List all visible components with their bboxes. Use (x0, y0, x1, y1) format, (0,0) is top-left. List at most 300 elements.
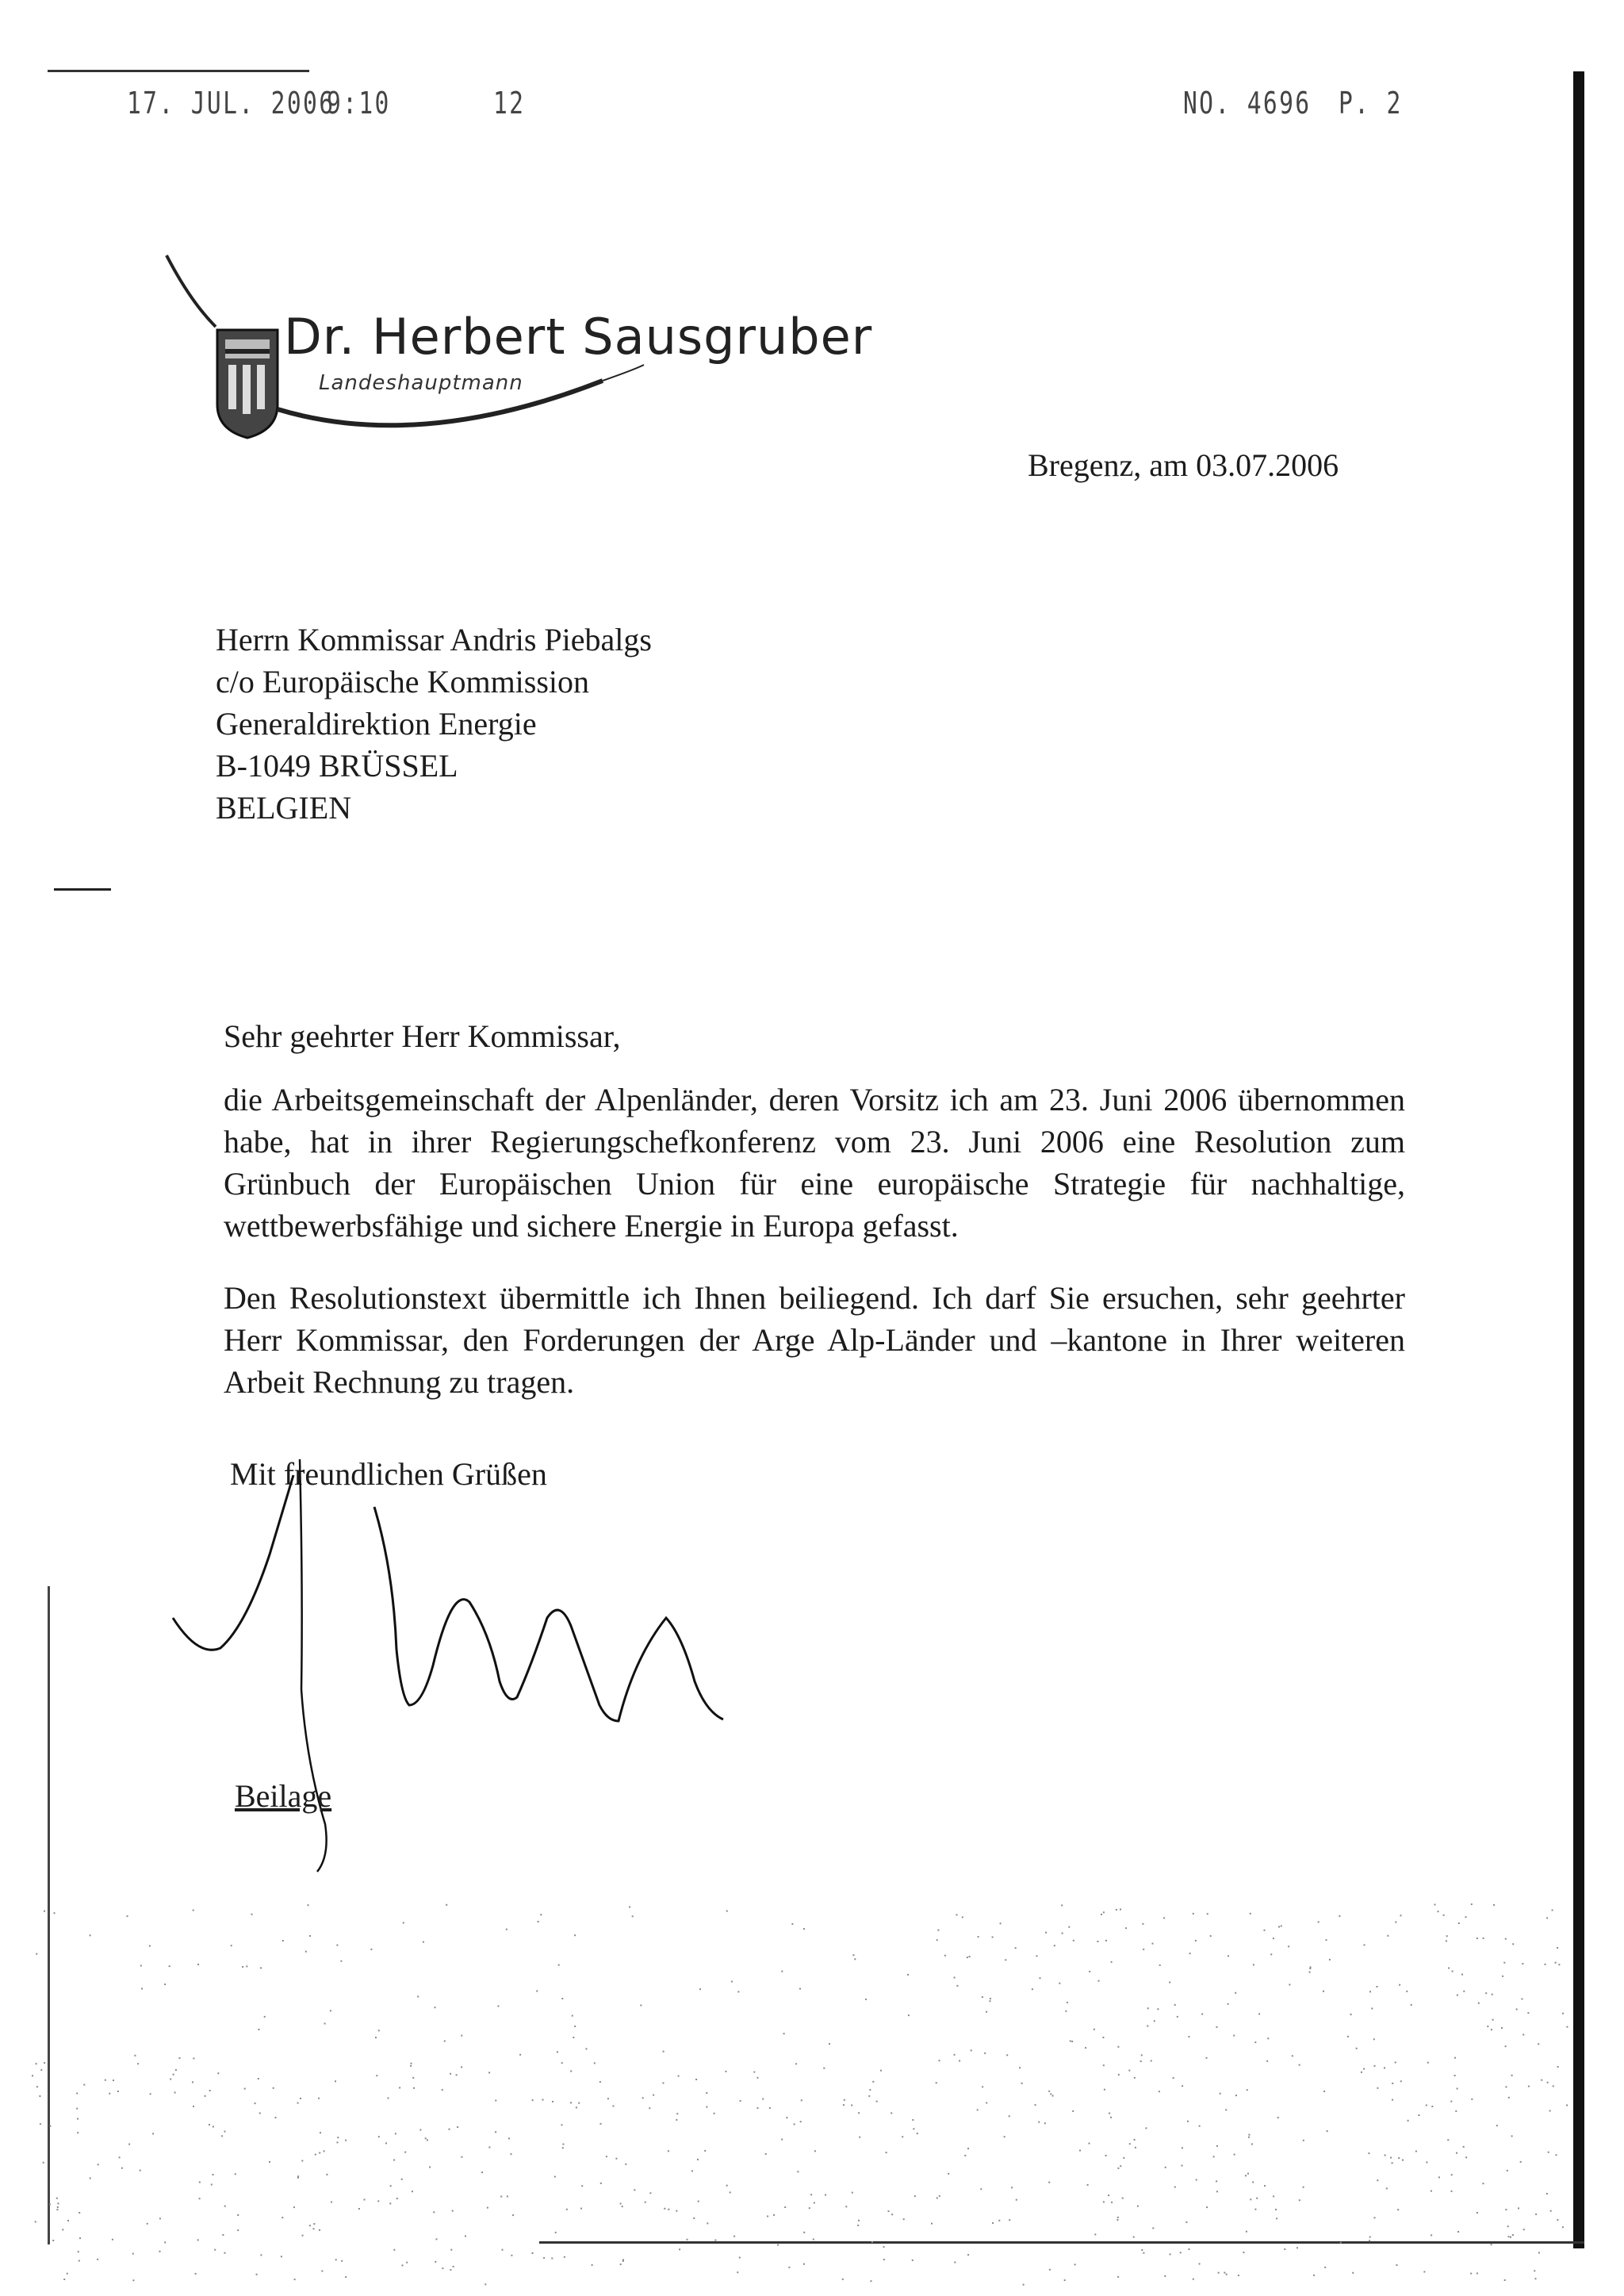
speckle (622, 2206, 623, 2207)
speckle (1189, 1953, 1191, 1954)
speckle (1284, 2248, 1285, 2250)
speckle (538, 1921, 539, 1922)
speckle (967, 2148, 969, 2149)
speckle (150, 2093, 151, 2095)
speckle (141, 1988, 143, 1990)
speckle (456, 2074, 458, 2076)
speckle (1506, 2086, 1507, 2087)
speckle (495, 2100, 496, 2102)
speckle (378, 2030, 380, 2031)
address-line: c/o Europäische Kommission (216, 664, 590, 700)
speckle (193, 2106, 194, 2107)
speckle (1384, 2067, 1385, 2068)
letterhead-title: Landeshauptmann (319, 371, 523, 395)
speckle (1016, 2199, 1017, 2201)
speckle (880, 2070, 882, 2072)
speckle (1463, 2146, 1465, 2148)
speckle (1377, 2087, 1378, 2089)
speckle (1549, 2110, 1551, 2112)
speckle (137, 2063, 139, 2064)
speckle (1418, 2114, 1419, 2116)
speckle (573, 2037, 574, 2038)
speckle (797, 2171, 799, 2172)
speckle (1089, 1971, 1090, 1972)
speckle (425, 2137, 427, 2139)
speckle (140, 2170, 141, 2171)
speckle (313, 2223, 315, 2225)
speckle (192, 2081, 193, 2083)
speckle (600, 2183, 602, 2184)
speckle (1188, 2036, 1189, 2037)
speckle (132, 2253, 134, 2255)
speckle (561, 2062, 563, 2064)
handwritten-signature (159, 1428, 793, 1935)
speckle (1503, 1962, 1505, 1964)
speckle (990, 2000, 991, 2002)
speckle (1395, 1922, 1396, 1923)
speckle (79, 2260, 80, 2262)
speckle (725, 2071, 726, 2072)
speckle (917, 2133, 918, 2134)
speckle (649, 2107, 650, 2109)
speckle (1415, 2151, 1417, 2152)
speckle (1278, 1926, 1280, 1928)
speckle (823, 2068, 825, 2069)
speckle (1129, 2143, 1131, 2145)
speckle (385, 2142, 387, 2144)
speckle (843, 2104, 845, 2106)
speckle (404, 2152, 406, 2153)
speckle (449, 2129, 450, 2130)
speckle (401, 2179, 403, 2180)
speckle (497, 2006, 499, 2007)
speckle (309, 1935, 311, 1937)
speckle (532, 2252, 534, 2254)
speckle (508, 2137, 510, 2139)
speckle (412, 2191, 413, 2192)
speckle (281, 2256, 282, 2257)
speckle (809, 2207, 810, 2209)
speckle (886, 2152, 887, 2153)
speckle (413, 2087, 415, 2089)
speckle (542, 2099, 544, 2101)
speckle (169, 1965, 170, 1967)
speckle (629, 1907, 630, 1908)
speckle (706, 2092, 707, 2094)
speckle (419, 2129, 421, 2131)
speckle (1555, 1962, 1557, 1964)
speckle (888, 2210, 890, 2212)
speckle (1089, 2143, 1090, 2145)
speckle (902, 2136, 903, 2137)
speckle (845, 2206, 847, 2207)
speckle (813, 2239, 814, 2240)
speckle (971, 2049, 972, 2051)
speckle (1110, 2117, 1112, 2118)
speckle (67, 2220, 69, 2221)
speckle (83, 2084, 85, 2086)
speckle (1173, 2077, 1174, 2079)
speckle (730, 2191, 731, 2193)
speckle (1206, 2206, 1208, 2208)
speckle (857, 2225, 859, 2226)
speckle (1538, 2043, 1539, 2045)
speckle (992, 1937, 994, 1938)
speckle (687, 2239, 688, 2240)
speckle (668, 2150, 669, 2152)
speckle (1516, 2009, 1518, 2010)
speckle (76, 2093, 78, 2095)
speckle (1226, 2274, 1228, 2275)
speckle (446, 1904, 447, 1906)
speckle (337, 2141, 339, 2143)
speckle (1492, 1994, 1493, 1995)
speckle (872, 2081, 874, 2083)
speckle (852, 2192, 853, 2194)
speckle (1482, 2183, 1484, 2184)
speckle (726, 1911, 728, 1912)
speckle (112, 2239, 113, 2240)
speckle (1541, 2079, 1542, 2081)
speckle (1553, 2085, 1554, 2087)
speckle (39, 2095, 40, 2097)
speckle (740, 2100, 741, 2102)
speckle (1079, 2150, 1081, 2152)
speckle (1206, 2057, 1208, 2059)
speckle (668, 2209, 669, 2210)
speckle (56, 2198, 58, 2199)
speckle (1210, 1935, 1212, 1937)
speckle (814, 2202, 815, 2204)
speckle (936, 2198, 938, 2199)
speckle (1454, 2075, 1456, 2076)
speckle (269, 2161, 270, 2163)
speckle (1411, 2004, 1412, 2006)
speckle (341, 2260, 343, 2262)
speckle (423, 1941, 424, 1943)
speckle (1218, 2272, 1220, 2274)
speckle (1102, 2037, 1104, 2038)
speckle (1193, 1913, 1194, 1915)
speckle (990, 1998, 991, 1999)
speckle (1556, 2154, 1557, 2156)
speckle (1303, 2187, 1304, 2188)
speckle (800, 2121, 802, 2122)
speckle (1426, 2161, 1427, 2163)
speckle (1275, 2209, 1277, 2210)
speckle (1159, 1964, 1161, 1966)
speckle (1182, 2165, 1183, 2167)
speckle (1011, 2187, 1013, 2188)
speckle (858, 2220, 860, 2221)
speckle (485, 2283, 486, 2285)
speckle (442, 2089, 443, 2091)
speckle (481, 2171, 483, 2173)
speckle (622, 2260, 624, 2262)
speckle (1562, 2013, 1564, 2014)
speckle (1071, 2041, 1073, 2042)
speckle (1228, 2003, 1229, 2005)
speckle (810, 2194, 812, 2195)
speckle (331, 2202, 332, 2203)
speckle (140, 1965, 142, 1967)
speckle (35, 2221, 36, 2222)
speckle (319, 2152, 320, 2154)
speckle (1548, 2152, 1549, 2153)
speckle (1456, 2152, 1457, 2154)
speckle (90, 1934, 91, 1936)
body-paragraph: die Arbeitsgemeinschaft der Alpenländer, deren Vorsitz ich am 23. Juni 2006 übernommen habe, hat in ihrer Regierungschefkonferenz vom 23. Juni 2006 eine Resolution zum Grünbuch der Europäischen Union für eine europäische Strategie für nachhaltige, wettbewerbsfähige und sichere Energie in Europa gefasst. (224, 1082, 1405, 1244)
speckle (450, 2249, 452, 2251)
speckle (615, 2158, 617, 2160)
speckle (562, 2144, 564, 2145)
speckle (488, 2147, 490, 2148)
speckle (330, 2010, 331, 2011)
speckle (869, 2089, 871, 2091)
speckle (1402, 2160, 1404, 2161)
speckle (1182, 2147, 1183, 2148)
speckle (1406, 1991, 1408, 1992)
speckle (1177, 2016, 1178, 2018)
speckle (105, 2079, 106, 2081)
speckle (1329, 1959, 1331, 1961)
speckle (1248, 2137, 1250, 2138)
speckle (1374, 2065, 1376, 2067)
speckle (858, 2112, 860, 2114)
speckle (237, 2229, 239, 2231)
speckle (77, 2132, 79, 2133)
speckle (54, 1912, 56, 1914)
speckle (1352, 2272, 1354, 2274)
speckle (495, 2131, 496, 2133)
speckle (1492, 2019, 1494, 2021)
speckle (854, 1958, 856, 1960)
speckle (309, 2225, 311, 2226)
speckle (1504, 2279, 1506, 2281)
speckle (326, 2174, 327, 2175)
speckle (653, 2095, 654, 2096)
speckle (297, 2102, 299, 2104)
speckle (1118, 2074, 1120, 2076)
speckle (1374, 2217, 1376, 2218)
speckle (1511, 2135, 1513, 2137)
speckle (1163, 1917, 1165, 1918)
speckle (213, 2126, 214, 2128)
speckle (1048, 2182, 1050, 2183)
speckle (117, 2091, 119, 2092)
speckle (1470, 2273, 1472, 2275)
speckle (1427, 2062, 1429, 2064)
speckle (1299, 2199, 1300, 2201)
speckle (784, 2206, 786, 2208)
speckle (211, 2184, 213, 2186)
speckle (786, 2117, 787, 2118)
speckle (195, 2273, 197, 2275)
speckle (698, 2201, 699, 2202)
speckle (1457, 1995, 1458, 1996)
speckle (62, 2229, 63, 2230)
speckle (851, 2105, 852, 2106)
speckle (1369, 2237, 1371, 2238)
speckle (1164, 2275, 1166, 2277)
closing: Mit freundlichen Grüßen (230, 1456, 547, 1492)
speckle (179, 2057, 181, 2059)
speckle (781, 1971, 783, 1972)
speckle (324, 2150, 325, 2152)
speckle (1292, 2055, 1293, 2056)
speckle (803, 2232, 805, 2233)
speckle (301, 2160, 303, 2162)
speckle (1151, 2060, 1152, 2062)
speckle (1169, 1982, 1170, 1984)
speckle (1340, 2242, 1342, 2244)
speckle (1247, 2173, 1249, 2175)
speckle (1165, 2167, 1166, 2168)
speckle (580, 2208, 582, 2210)
speckle (1006, 2054, 1008, 2056)
speckle (1049, 2269, 1051, 2271)
speckle (1457, 2088, 1458, 2090)
speckle (1546, 2193, 1548, 2194)
speckle (376, 2075, 377, 2076)
speckle (44, 1911, 45, 1912)
speckle (453, 2266, 454, 2267)
speckle (814, 2150, 816, 2152)
speckle (908, 2014, 910, 2016)
speckle (1557, 2219, 1558, 2221)
speckle (762, 2099, 764, 2100)
speckle (1356, 2048, 1358, 2049)
speckle (1062, 1933, 1063, 1934)
speckle (1117, 2217, 1119, 2218)
speckle (49, 2204, 51, 2206)
speckle (557, 2051, 558, 2053)
speckle (959, 2060, 960, 2062)
speckle (1065, 2010, 1067, 2012)
speckle (891, 2112, 892, 2114)
speckle (1461, 1974, 1463, 1976)
speckle (649, 2192, 651, 2194)
speckle (1111, 2202, 1113, 2203)
speckle (691, 2170, 693, 2171)
speckle (1154, 2020, 1155, 2022)
speckle (1281, 1926, 1282, 1927)
speckle (967, 1957, 968, 1958)
speckle (119, 2156, 121, 2158)
speckle (948, 2173, 949, 2175)
speckle (164, 2241, 166, 2243)
speckle (645, 2202, 646, 2203)
speckle (90, 2178, 91, 2179)
speckle (1032, 1988, 1033, 1990)
speckle (1103, 2201, 1105, 2202)
speckle (36, 1953, 37, 1955)
address-line: B-1049 BRÜSSEL (216, 748, 458, 784)
speckle (1000, 1922, 1002, 1924)
speckle (1140, 2060, 1142, 2062)
speckle (127, 1915, 128, 1917)
speckle (147, 2223, 148, 2225)
speckle (1097, 1941, 1098, 1942)
speckle (260, 2254, 262, 2256)
speckle (1264, 2185, 1266, 2187)
speckle (1216, 2145, 1218, 2147)
speckle (795, 2063, 797, 2064)
speckle (109, 2093, 110, 2095)
speckle (1534, 2270, 1535, 2271)
speckle (435, 2007, 436, 2008)
speckle (1398, 2157, 1400, 2159)
speckle (1373, 2038, 1375, 2040)
speckle (1134, 2077, 1136, 2079)
speckle (1216, 2191, 1218, 2192)
place-date: Bregenz, am 03.07.2006 (1028, 447, 1339, 483)
speckle (76, 2108, 78, 2110)
speckle (1538, 2252, 1540, 2254)
speckle (390, 2185, 392, 2187)
speckle (79, 2237, 81, 2239)
speckle (1137, 2206, 1139, 2207)
speckle (320, 2132, 321, 2133)
speckle (1250, 1913, 1251, 1915)
speckle (697, 2159, 699, 2160)
speckle (324, 2023, 326, 2025)
speckle (1228, 1955, 1229, 1957)
speckle (640, 2005, 642, 2007)
speckle (1009, 2115, 1010, 2117)
speckle (1465, 1916, 1467, 1918)
speckle (576, 2106, 577, 2108)
speckle (175, 2069, 177, 2071)
speckle (572, 2015, 573, 2017)
speckle (1103, 2064, 1105, 2066)
speckle (566, 2209, 568, 2210)
speckle (1277, 2117, 1279, 2118)
speckle (1493, 1904, 1495, 1906)
speckle (1004, 2136, 1005, 2137)
speckle (315, 2154, 316, 2156)
speckle (980, 2188, 982, 2190)
speckle (606, 2156, 607, 2157)
speckle (388, 2098, 389, 2099)
speckle (967, 2254, 969, 2256)
speckle (1064, 2279, 1066, 2281)
speckle (984, 2053, 986, 2054)
speckle (676, 2119, 677, 2121)
speckle (1528, 2086, 1530, 2087)
speckle (1251, 2144, 1253, 2145)
speckle (969, 1956, 971, 1957)
speckle (1363, 2068, 1365, 2070)
speckle (1387, 1935, 1388, 1937)
speckle (282, 2217, 283, 2218)
speckle (1170, 2253, 1171, 2255)
speckle (1245, 2175, 1247, 2176)
speckle (396, 2198, 398, 2199)
speckle (1273, 2195, 1274, 2197)
speckle (209, 2124, 210, 2125)
speckle (1174, 2004, 1176, 2006)
speckle (1463, 1991, 1465, 1992)
speckle (944, 1955, 946, 1957)
speckle (585, 2048, 587, 2049)
speckle (803, 2263, 805, 2265)
speckle (1143, 2252, 1144, 2254)
speckle (1438, 1911, 1439, 1912)
speckle (1087, 2184, 1089, 2186)
speckle (1508, 2236, 1510, 2237)
speckle (1392, 2083, 1393, 2084)
